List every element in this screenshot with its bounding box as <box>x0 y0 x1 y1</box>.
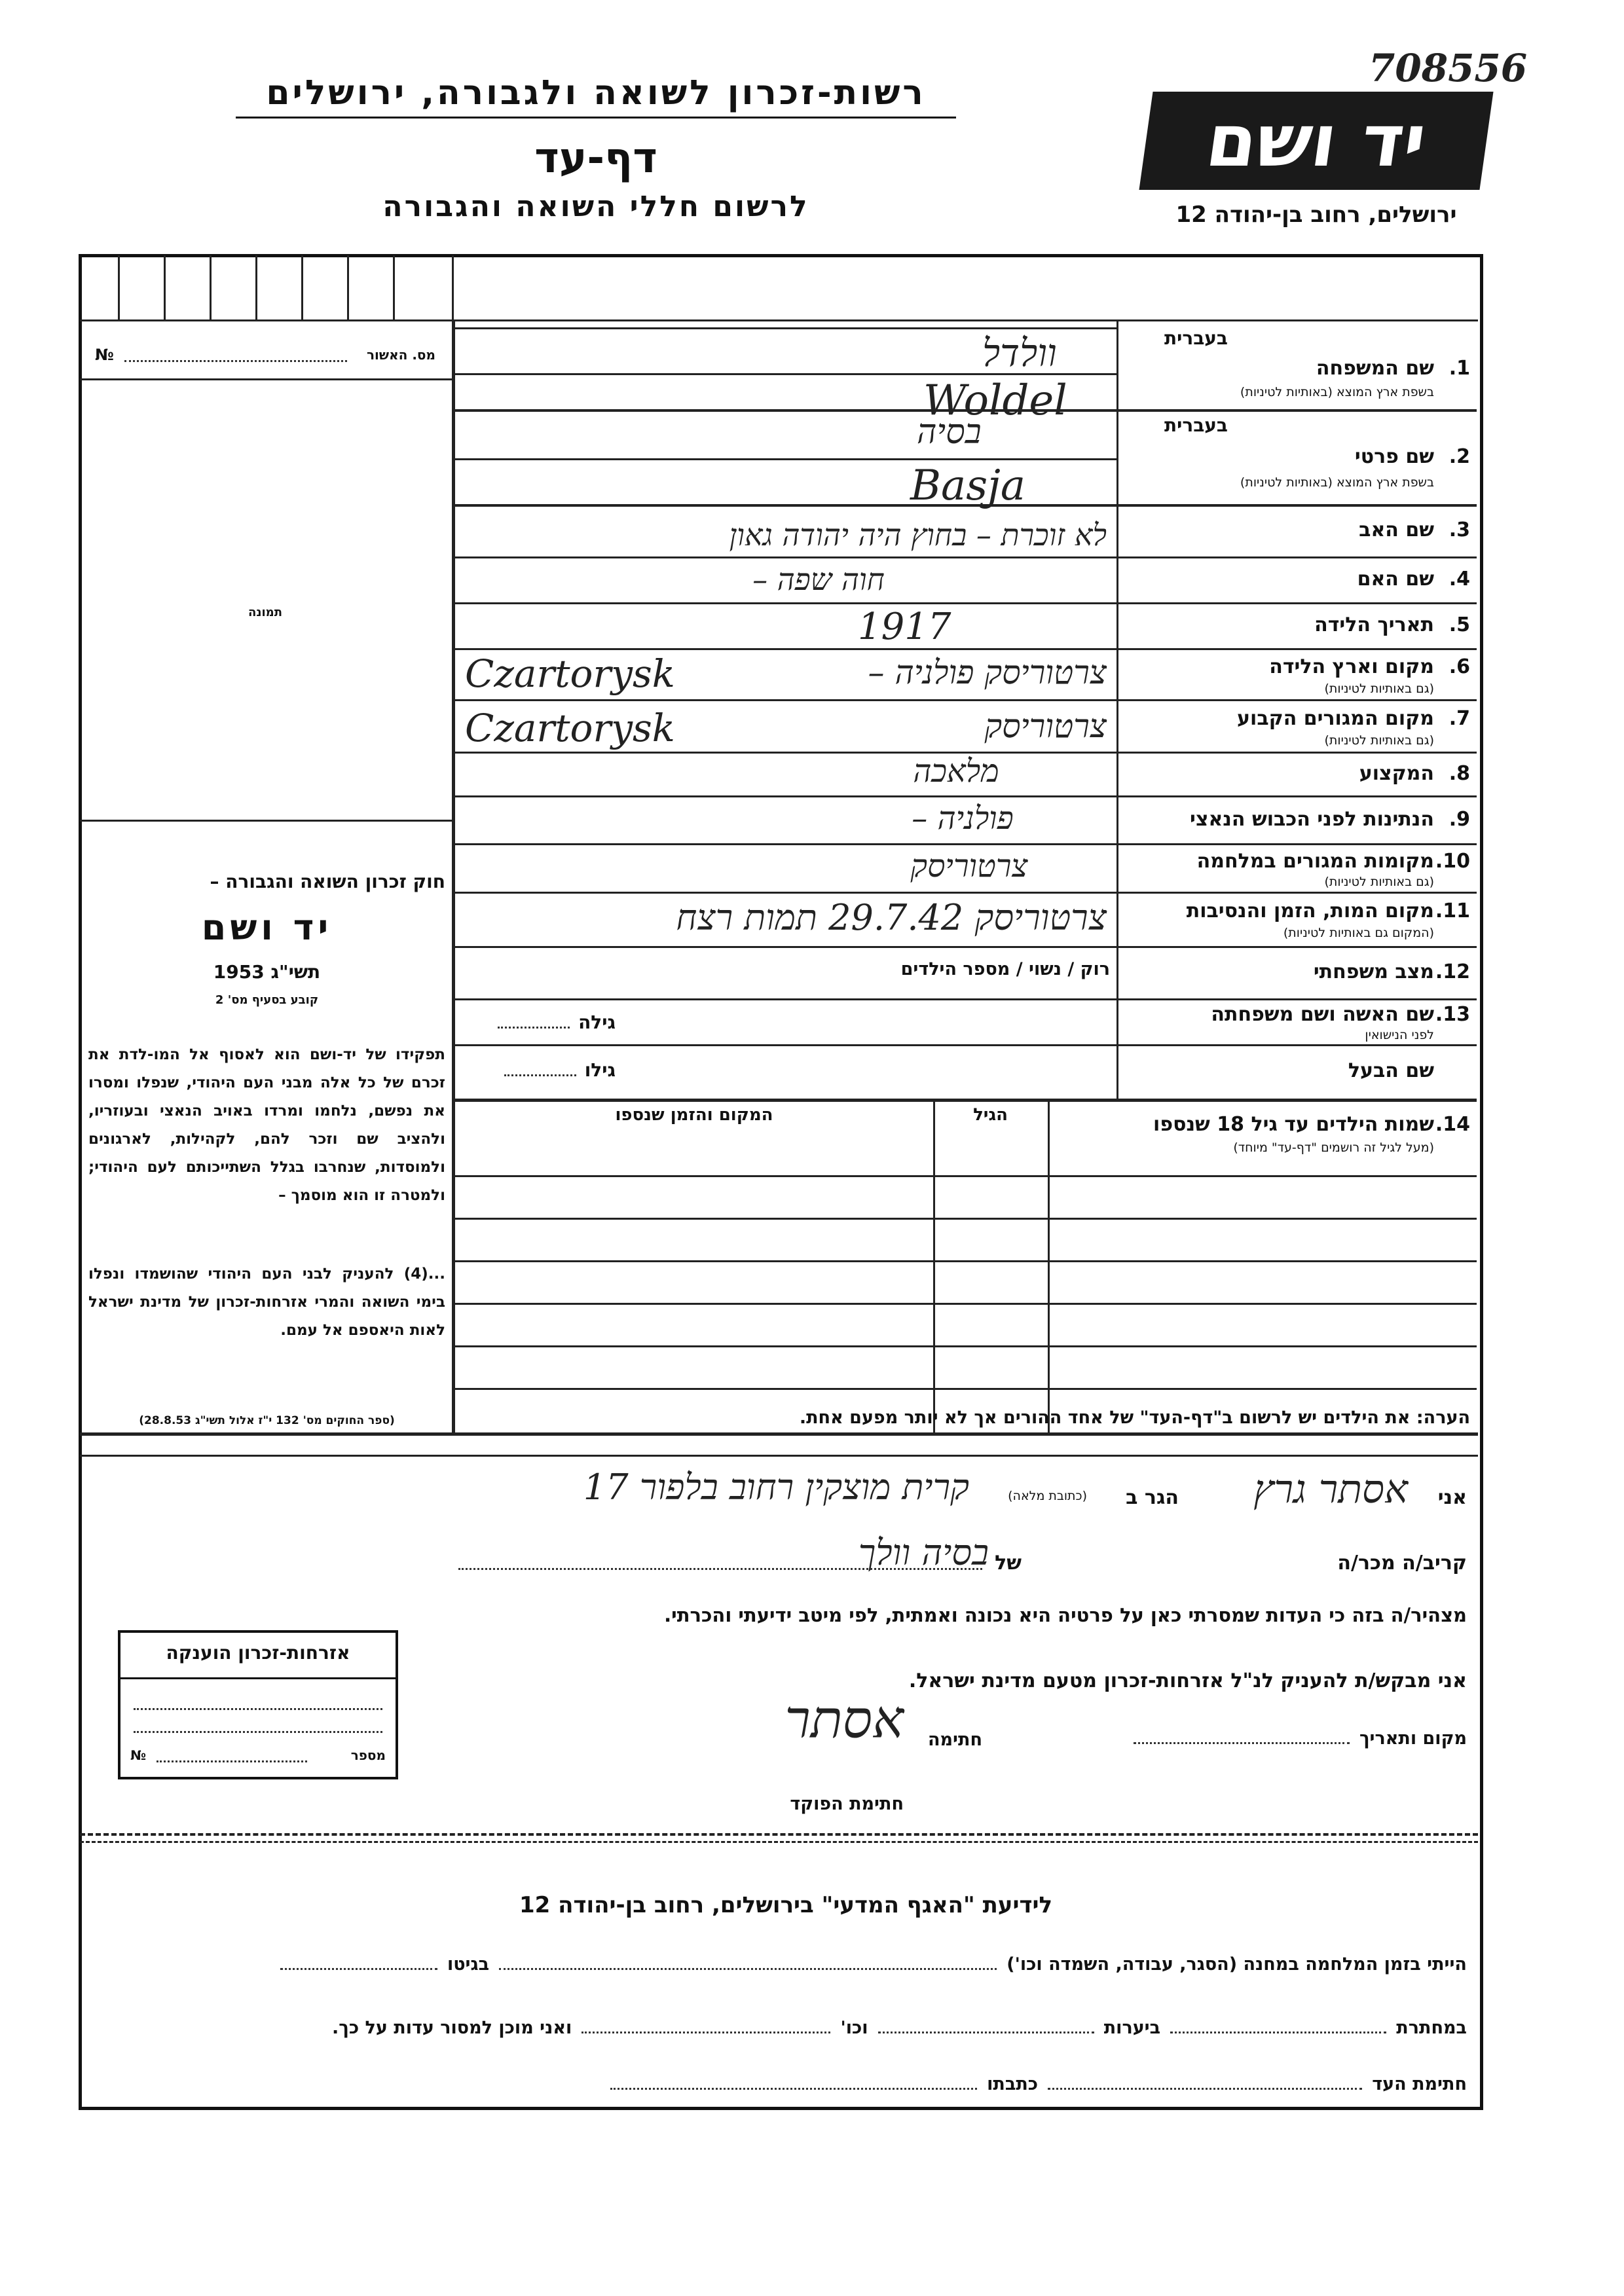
children-col-divider <box>1048 1099 1050 1432</box>
children-row-line <box>452 1260 1477 1262</box>
field-5-label-group: 5. תאריך הלידה <box>1314 613 1470 636</box>
declaration-request: אני מבקש/ת להעניק לנ"ל אזרחות-זכרון מטעם מדינת ישראל. <box>908 1669 1467 1692</box>
place-date-field[interactable]: מקום ותאריך <box>1080 1728 1467 1749</box>
field-10-value[interactable]: צרטוריסק <box>910 848 1028 884</box>
field-8-label: המקצוע <box>1359 762 1434 785</box>
field-2-value-latin[interactable]: Basja <box>910 462 1026 510</box>
declaration-address-hint: (כתובת מלאה) <box>1008 1489 1087 1503</box>
authority-title: רשות-זכרון לשואה ולגבורה, ירושלים <box>266 73 926 113</box>
law-title: חוק זכרון השואה והגבורה – <box>210 871 445 892</box>
org-address: ירושלים, רחוב בן-יהודה 12 <box>1175 202 1457 228</box>
children-row-line <box>452 1345 1477 1347</box>
strip-cell <box>452 255 454 319</box>
husband-label: שם הבעל <box>1348 1059 1434 1082</box>
strip-cell <box>255 255 257 319</box>
photo-label: תמונה <box>248 606 283 619</box>
declaration-statement: מצהיר/ה בזה כי העדות שמסרתי כאן על פרטיה היא נכונה ואמתית, לפי מיטב ידיעתי והכרתי. <box>664 1604 1467 1626</box>
law-text-clause4: ...(4) להעניק לבני העם היהודי שהושמדו ונפלו בימי השואה והמרי אזרחות-זכרון של מדינת ישראל לאות היאספם אל עמם. <box>88 1266 445 1339</box>
cert-number-field[interactable] <box>95 346 435 368</box>
field-2-label-group <box>1123 411 1470 503</box>
field-9-value[interactable]: פולניה – <box>912 800 1014 837</box>
strip-cell <box>210 255 212 319</box>
strip-cell <box>301 255 303 319</box>
children-col-divider <box>933 1099 935 1432</box>
row-line <box>452 892 1477 894</box>
field-7-value-hebrew[interactable]: צרטוריסק <box>984 707 1107 745</box>
declaration-resident-label: הגר ב <box>1126 1486 1179 1509</box>
husband-label-group <box>1123 1054 1470 1093</box>
field-10-label-group: 10. מקומות המגורים במלחמה (גם באותיות לטיניות) <box>1196 850 1470 889</box>
declaration-ani-label: אני <box>1437 1486 1467 1509</box>
children-col-age: הגיל <box>973 1105 1008 1125</box>
row-line <box>452 602 1477 604</box>
law-source: (ספר החוקים מס' 132 י"ז אלול תשי"ג 28.8.53) <box>139 1414 395 1427</box>
field-7-label-group: 7. מקום המגורים הקבוע (גם באותיות לטיניות) <box>1237 707 1470 748</box>
field-1-hint: בשפת ארץ המוצא (באותיות לטיניות) <box>1240 385 1434 399</box>
row-line <box>452 1044 1477 1046</box>
strip-cell <box>164 255 166 319</box>
field-1-value-latin[interactable]: Woldel <box>923 376 1067 425</box>
signature-value: אסתר <box>784 1689 904 1750</box>
cert-number-symbol: № <box>95 346 114 364</box>
photo-bottom-line <box>80 820 453 822</box>
declaration-address-value[interactable]: קרית מוצקין רחוב בלפור 17 <box>583 1467 969 1508</box>
field-13-hint: לפני הנישואין <box>1365 1028 1434 1042</box>
strip-cell <box>393 255 395 319</box>
field-6-label: מקום וארץ הלידה <box>1269 655 1434 678</box>
signature-field[interactable] <box>458 1689 982 1761</box>
field-13-label: שם האשה ושם משפחתה <box>1211 1003 1434 1026</box>
row-line <box>452 458 1116 460</box>
row-line <box>452 327 1116 329</box>
children-note: הערה: את הילדים יש לרשום ב"דף-העד" של אחד ההורים אך לא יותר מפעם אחת. <box>799 1408 1470 1428</box>
field-1-value-hebrew[interactable]: וולדל <box>982 331 1057 375</box>
declaration-name-value[interactable]: אסתר גרץ <box>1253 1467 1408 1512</box>
footer-dashed-line <box>80 1833 1478 1836</box>
field-6-label-group: 6. מקום וארץ הלידה (גם באותיות לטיניות) <box>1269 655 1470 696</box>
official-signature-field[interactable]: חתימת הפוקד <box>790 1794 904 1814</box>
children-row-line <box>452 1218 1477 1220</box>
form-title: דף-עד <box>534 134 657 183</box>
field-9-label: הנתינות לפני הכבוש הנאצי <box>1190 808 1434 831</box>
cert-line <box>80 378 453 380</box>
children-col-place: המקום והזמן שנספו <box>615 1105 773 1125</box>
upper-table-bottom <box>80 1432 1478 1436</box>
field-8-label-group: 8. המקצוע <box>1359 762 1470 785</box>
declaration-line-1 <box>445 1467 1467 1525</box>
declaration-of-label: של <box>995 1552 1022 1575</box>
footer-line-1[interactable]: הייתי בזמן המלחמה במחנה (הסגר, עבודה, השמדה וכו') בגיטו <box>92 1954 1467 1975</box>
field-2-number: 2. <box>1449 445 1470 468</box>
footer-title: לידיעת "האגף המדעי" בירושלים, רחוב בן-יהודה 12 <box>519 1892 1053 1918</box>
field-12-label: מצב משפחתי <box>1313 960 1434 983</box>
strip-cell <box>118 255 120 319</box>
citizenship-number[interactable]: № מספר <box>130 1747 386 1763</box>
label-column-divider <box>1116 319 1118 1099</box>
field-11-label: מקום המות, הזמן והנסיבות <box>1186 900 1434 922</box>
field-2-lang: בעברית <box>1164 414 1228 436</box>
field-10-hint: (גם באותיות לטיניות) <box>1324 875 1434 889</box>
declaration-line-2 <box>445 1532 1467 1578</box>
law-text-main: תפקידו של יד-ושם הוא לאסוף אל המו-לדת את זכרם של כל אלה מבני העם היהודי, שנפלו ומסרו את נפשם, נלחמו ומרדו באויב הנאצי ובעוזריו, ולהציב שם וזכר להם, לקהילות, לארגונים ולמוסדות, שנחרבו בגלל השתייכותם לעם היהודי; ולמטרה זו הוא מוסמך – <box>88 1046 445 1204</box>
field-3-label: שם האב <box>1359 519 1434 541</box>
field-4-label-group: 4. שם האם <box>1357 568 1470 591</box>
field-2-label: שם פרטי <box>1354 445 1434 468</box>
row-line <box>452 556 1477 558</box>
field-4-value[interactable]: חוה שפה – <box>752 562 885 597</box>
field-7-label: מקום המגורים הקבוע <box>1237 707 1434 730</box>
field-4-label: שם האם <box>1357 568 1434 591</box>
relation-dotline <box>458 1568 982 1570</box>
field-5-label: תאריך הלידה <box>1314 613 1434 636</box>
declaration-relation-label: קריב/ה מכר/ה <box>1337 1552 1467 1575</box>
citizenship-box <box>118 1630 398 1779</box>
field-2-value-hebrew[interactable]: בסיה <box>917 412 982 452</box>
field-3-value[interactable]: לא זוכרת – בחוץ היה יהודה גאון <box>729 517 1107 553</box>
field-11-label-group: 11. מקום המות, הזמן והנסיבות (המקום גם באותיות לטיניות) <box>1186 900 1470 940</box>
footer-line-3[interactable]: חתימת העד כתבתו <box>92 2074 1467 2094</box>
law-name: יד ושם <box>201 907 333 948</box>
top-strip-line <box>80 319 1478 321</box>
note-underline <box>80 1455 1478 1457</box>
field-1-number: 1. <box>1449 357 1470 380</box>
children-hint: (מעל לגיל זה רושמים "דף-עד" מיוחד) <box>1233 1140 1434 1155</box>
field-1-label: שם המשפחה <box>1316 357 1434 380</box>
stamp-number: 708556 <box>1369 46 1528 90</box>
children-label: שמות הילדים עד גיל 18 שנספו <box>1153 1113 1434 1136</box>
row-line <box>452 843 1477 845</box>
field-11-value[interactable]: צרטוריסק 29.7.42 תמות רצח <box>676 897 1107 938</box>
field-10-label: מקומות המגורים במלחמה <box>1196 850 1434 873</box>
field-6-value-latin[interactable]: Czartorysk <box>465 651 675 696</box>
children-header: 14. שמות הילדים עד גיל 18 שנספו (מעל לגיל זה רושמים "דף-עד" מיוחד) <box>1153 1113 1470 1155</box>
children-row-line <box>452 1175 1477 1177</box>
children-row-line <box>452 1388 1477 1390</box>
field-3-label-group: 3. שם האב <box>1359 519 1470 541</box>
footer-dashed-line <box>80 1841 1478 1843</box>
signature-label: חתימה <box>927 1730 982 1750</box>
field-5-value[interactable]: 1917 <box>858 606 951 648</box>
field-1-lang: בעברית <box>1164 327 1228 349</box>
form-subtitle: לרשום חללי השואה והגבורה <box>382 190 809 223</box>
cert-number-label: מס. האשור <box>367 347 435 363</box>
field-7-hint: (גם באותיות לטיניות) <box>1324 733 1434 748</box>
law-year: תשי"ג 1953 <box>213 961 321 983</box>
law-clause: קובע בסעיף מס' 2 <box>215 993 319 1007</box>
strip-cell <box>347 255 349 319</box>
yad-vashem-logo: יד ושם <box>1139 92 1493 190</box>
declaration-of-value[interactable]: בסיה וולך <box>858 1532 989 1573</box>
field-12-label-group: 12. מצב משפחתי <box>1313 960 1470 983</box>
field-12-options[interactable]: רוק / נשוי / מספר הילדים <box>900 959 1110 979</box>
photo-area[interactable] <box>92 386 439 812</box>
field-6-hint: (גם באותיות לטיניות) <box>1324 682 1434 696</box>
field-9-label-group: 9. הנתינות לפני הכבוש הנאצי <box>1190 808 1470 831</box>
left-column-divider <box>452 319 455 1432</box>
wife-age-field[interactable]: גילה <box>485 1011 616 1033</box>
field-11-hint: (המקום גם באותיות לטיניות) <box>1283 926 1434 940</box>
row-line <box>452 946 1477 948</box>
field-7-value-latin[interactable]: Czartorysk <box>465 706 675 750</box>
field-2-hint: בשפת ארץ המוצא (באותיות לטיניות) <box>1240 475 1434 490</box>
citizenship-title: אזרחות-זכרון הוענקה <box>166 1642 350 1664</box>
children-row-line <box>452 1303 1477 1305</box>
footer-line-2[interactable]: במחתרת ביערות וכו' ואני מוכן למסור עדות על כך. <box>331 2018 1467 2038</box>
field-13-label-group: 13. שם האשה ושם משפחתה לפני הנישואין <box>1211 1003 1470 1042</box>
field-6-value-hebrew[interactable]: צרטוריסק פולניה – <box>868 653 1107 691</box>
children-table-top <box>452 1099 1477 1102</box>
husband-age-field[interactable]: גילו <box>485 1059 616 1081</box>
row-line <box>452 795 1477 797</box>
authority-underline <box>236 117 956 118</box>
row-line <box>452 699 1477 701</box>
field-1-label-group <box>1123 327 1470 409</box>
field-8-value[interactable]: מלאכה <box>913 753 999 790</box>
